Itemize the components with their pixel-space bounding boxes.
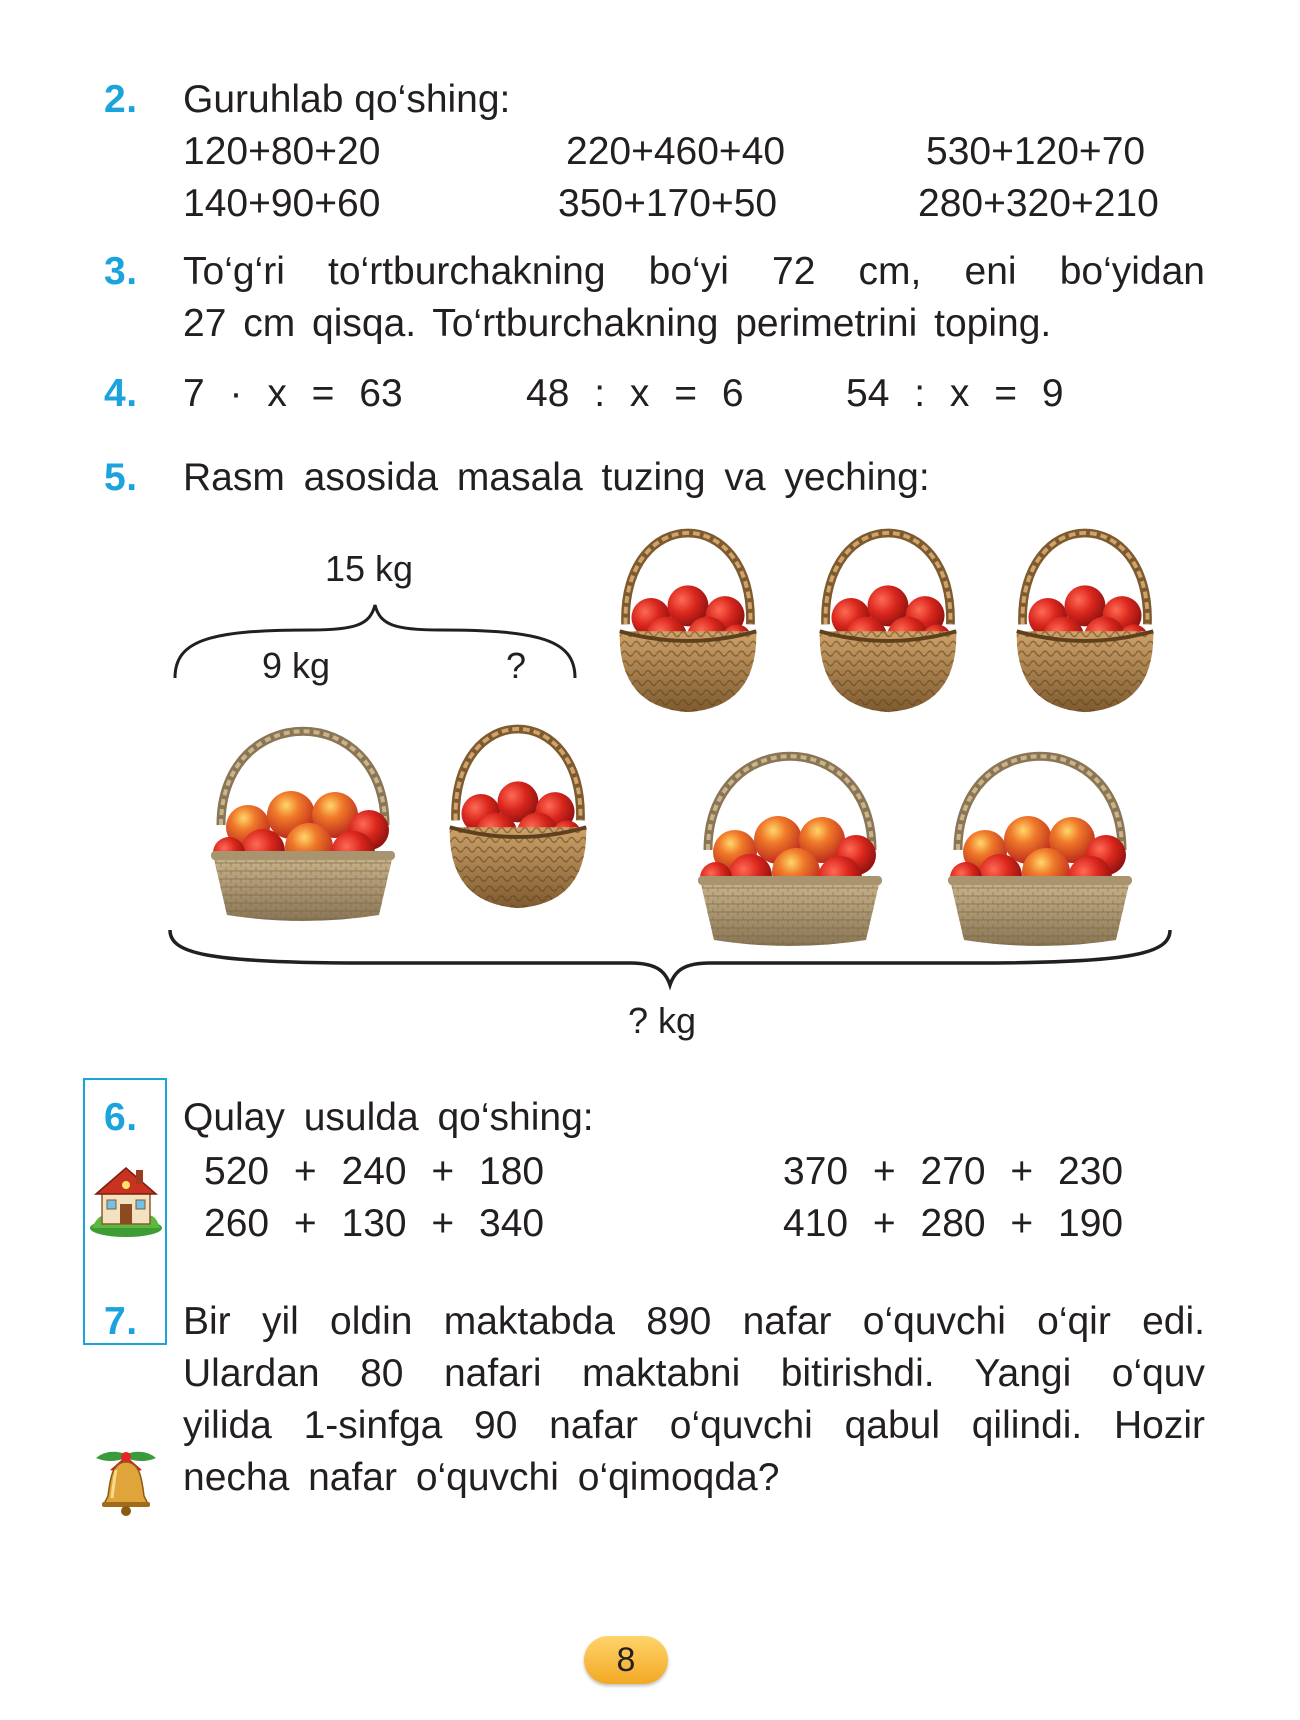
ex2-expr-1-2: 220+460+40 [566, 130, 786, 173]
house-icon [86, 1158, 166, 1238]
label-first-basket: 9 kg [262, 645, 331, 686]
ex7-number: 7. [104, 1300, 138, 1343]
ex3-line-1: To‘g‘ri to‘rtburchakning bo‘yi 72 cm, eni bo‘yidan [183, 250, 1205, 293]
ex6-expr-2-2: 410 + 280 + 190 [783, 1202, 1124, 1245]
ex4-number: 4. [104, 372, 138, 415]
basket-top-1 [608, 522, 768, 717]
label-total-bottom: ? kg [628, 1000, 697, 1041]
basket-bottom-4 [940, 740, 1140, 950]
top-brace [170, 600, 580, 690]
ex3-number: 3. [104, 250, 138, 293]
ex7-line-3: yilida 1-sinfga 90 nafar o‘quvchi qabul qilindi. Hozir [183, 1404, 1205, 1447]
ex2-expr-1-3: 530+120+70 [926, 130, 1146, 173]
ex6-expr-1-2: 370 + 270 + 230 [783, 1150, 1124, 1193]
ex2-expr-2-3: 280+320+210 [918, 182, 1159, 225]
ex7-line-2: Ulardan 80 nafari maktabni bitirishdi. Yangi o‘quv [183, 1352, 1205, 1395]
basket-top-3 [1005, 522, 1165, 717]
ex6-title: Qulay usulda qo‘shing: [183, 1096, 594, 1139]
ex4-equation-2: 48 : x = 6 [526, 372, 744, 415]
ex5-title: Rasm asosida masala tuzing va yeching: [183, 456, 930, 499]
ex2-title: Guruhlab qo‘shing: [183, 78, 511, 121]
ex4-equation-1: 7 · x = 63 [183, 372, 403, 415]
ex4-equation-3: 54 : x = 9 [846, 372, 1064, 415]
school-bell-icon [86, 1440, 166, 1520]
ex7-line-4: necha nafar o‘quvchi o‘qimoqda? [183, 1456, 780, 1499]
ex3-line-2: 27 cm qisqa. To‘rtburchakning perimetrini toping. [183, 302, 1052, 345]
ex2-expr-2-2: 350+170+50 [558, 182, 778, 225]
page-number: 8 [584, 1636, 668, 1684]
basket-second [438, 718, 598, 913]
ex6-expr-1-1: 520 + 240 + 180 [204, 1150, 545, 1193]
ex5-number: 5. [104, 456, 138, 499]
basket-top-2 [808, 522, 968, 717]
label-total-top: 15 kg [325, 548, 414, 589]
ex6-expr-2-1: 260 + 130 + 340 [204, 1202, 545, 1245]
ex2-expr-2-1: 140+90+60 [183, 182, 381, 225]
basket-first [203, 715, 403, 925]
ex6-number: 6. [104, 1096, 138, 1139]
ex7-line-1: Bir yil oldin maktabda 890 nafar o‘quvchi o‘qir edi. [183, 1300, 1205, 1343]
label-second-basket: ? [506, 645, 527, 686]
basket-bottom-3 [690, 740, 890, 950]
ex2-number: 2. [104, 78, 138, 121]
ex2-expr-1-1: 120+80+20 [183, 130, 381, 173]
